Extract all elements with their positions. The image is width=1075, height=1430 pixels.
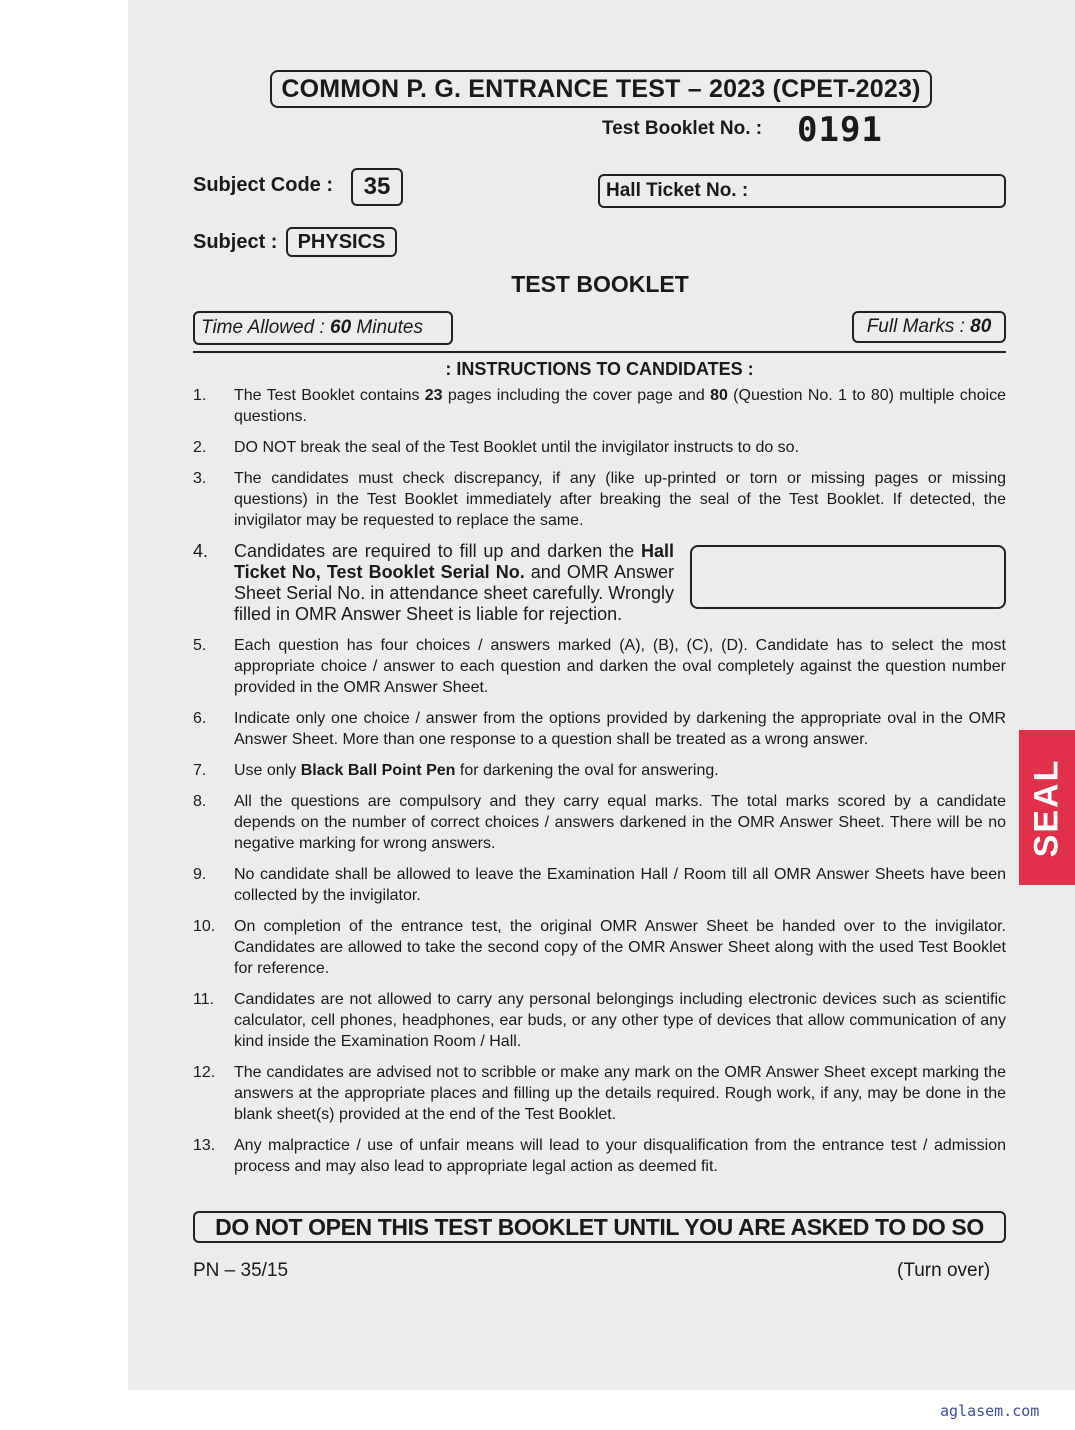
instruction-item — [193, 1062, 1006, 1125]
instruction-item — [193, 916, 1006, 979]
instruction-number: 2. — [193, 439, 207, 456]
test-booklet-number: 0191 — [797, 110, 883, 150]
instruction-text: All the questions are compulsory and they carry equal marks. The total marks scored by a candidate depends on the number of correct choices / answers darkened in the OMR Answer Sheet. There will be no negative marking for wrong answers. — [234, 793, 1006, 852]
paper-code: PN – 35/15 — [193, 1260, 289, 1281]
full-marks-value: 80 — [970, 316, 992, 337]
instruction-number: 11. — [193, 991, 215, 1008]
instruction-item — [193, 437, 1006, 458]
instruction-text: Each question has four choices / answers marked (A), (B), (C), (D). Candidate has to select the most appropriate choice / answer to each question and darken the oval completely against the question number provided in the OMR Answer Sheet. — [234, 637, 1006, 696]
instruction-text: DO NOT break the seal of the Test Booklet until the invigilator instructs to do so. — [234, 439, 800, 456]
instruction-item — [193, 760, 1006, 781]
seal-tab — [1019, 730, 1075, 885]
instruction-number: 6. — [193, 710, 207, 727]
instruction-item — [193, 385, 1006, 427]
instruction-item — [193, 708, 1006, 750]
instruction-number: 7. — [193, 762, 207, 779]
instruction-text: Any malpractice / use of unfair means will lead to your disqualification from the entrance test / admission process and may also lead to appropriate legal action as deemed fit. — [234, 1137, 1006, 1175]
exam-title: COMMON P. G. ENTRANCE TEST – 2023 (CPET-2023) — [270, 70, 932, 108]
instruction-item — [193, 541, 1006, 625]
instruction-text: The candidates must check discrepancy, if any (like up-printed or torn or missing pages or missing questions) in the Test Booklet immediately after breaking the seal of the Test Booklet. If detected, the invigilator may be requested to replace the same. — [234, 470, 1006, 529]
full-marks-box — [852, 311, 1006, 343]
time-allowed-label: Time Allowed : — [201, 317, 331, 338]
instruction-item — [193, 468, 1006, 531]
instruction-text: The Test Booklet contains 23 pages including the cover page and 80 (Question No. 1 to 80) multiple choice questions. — [234, 387, 1006, 425]
instructions-heading: : INSTRUCTIONS TO CANDIDATES : — [445, 359, 754, 379]
instruction-number: 5. — [193, 637, 207, 654]
turn-over-note: (Turn over) — [897, 1260, 991, 1281]
instruction-text: The candidates are advised not to scribble or make any mark on the OMR Answer Sheet except marking the answers at the appropriate places and filling up the details required. Rough work, if any, may be done in the blank sheet(s) provided at the end of the Test Booklet. — [234, 1064, 1006, 1123]
instruction-number: 9. — [193, 866, 207, 883]
do-not-open-warning: DO NOT OPEN THIS TEST BOOKLET UNTIL YOU ARE ASKED TO DO SO — [193, 1211, 1006, 1243]
instruction-item — [193, 791, 1006, 854]
subject-box: PHYSICS — [286, 227, 397, 257]
instruction-number: 1. — [193, 387, 207, 404]
instruction-text: Candidates are not allowed to carry any personal belongings including electronic devices such as scientific calculator, cell phones, headphones, ear buds, or any other type of devices that allow communication of any kind inside the Examination Room / Hall. — [234, 991, 1006, 1050]
subject-code-box: 35 — [351, 168, 403, 206]
subject-label: Subject : — [193, 231, 278, 253]
instruction-number: 10. — [193, 918, 216, 935]
time-allowed-unit: Minutes — [351, 317, 423, 338]
hall-ticket-field: Hall Ticket No. : — [598, 174, 1006, 208]
instruction-number: 3. — [193, 470, 207, 487]
divider — [193, 351, 1006, 353]
seal-label: SEAL — [1027, 758, 1066, 857]
instructions-list — [193, 385, 1006, 1187]
instruction-item — [193, 635, 1006, 698]
instruction-text: No candidate shall be allowed to leave the Examination Hall / Room till all OMR Answer Sheets have been collected by the invigilator. — [234, 866, 1006, 904]
test-booklet-label: Test Booklet No. : — [602, 118, 763, 139]
instruction-text: Candidates are required to fill up and darken the Hall Ticket No, Test Booklet Serial No. and OMR Answer Sheet Serial No. in attendance sheet carefully. Wrongly filled in OMR Answer Sheet is liable for rejection. — [234, 541, 674, 624]
time-allowed-box — [193, 311, 453, 345]
time-allowed-value: 60 — [330, 317, 352, 338]
instruction-item — [193, 864, 1006, 906]
instruction-text: Use only Black Ball Point Pen for darkening the oval for answering. — [234, 762, 719, 779]
instruction-number: 13. — [193, 1137, 216, 1154]
booklet-heading: TEST BOOKLET — [511, 271, 689, 297]
instruction-number: 12. — [193, 1064, 216, 1081]
subject-code-label: Subject Code : — [193, 174, 334, 196]
watermark: aglasem.com — [940, 1402, 1040, 1420]
instruction-number: 8. — [193, 793, 207, 810]
serial-number-box — [690, 545, 1006, 609]
instruction-item — [193, 1135, 1006, 1177]
instruction-number: 4. — [193, 541, 209, 561]
full-marks-label: Full Marks : — [866, 316, 971, 337]
instruction-text: Indicate only one choice / answer from the options provided by darkening the appropriate oval in the OMR Answer Sheet. More than one response to a question shall be treated as a wrong answer. — [234, 710, 1006, 748]
instruction-text: On completion of the entrance test, the original OMR Answer Sheet be handed over to the invigilator. Candidates are allowed to take the second copy of the OMR Answer Sheet along with the used Test Booklet for reference. — [234, 918, 1006, 977]
instruction-item — [193, 989, 1006, 1052]
